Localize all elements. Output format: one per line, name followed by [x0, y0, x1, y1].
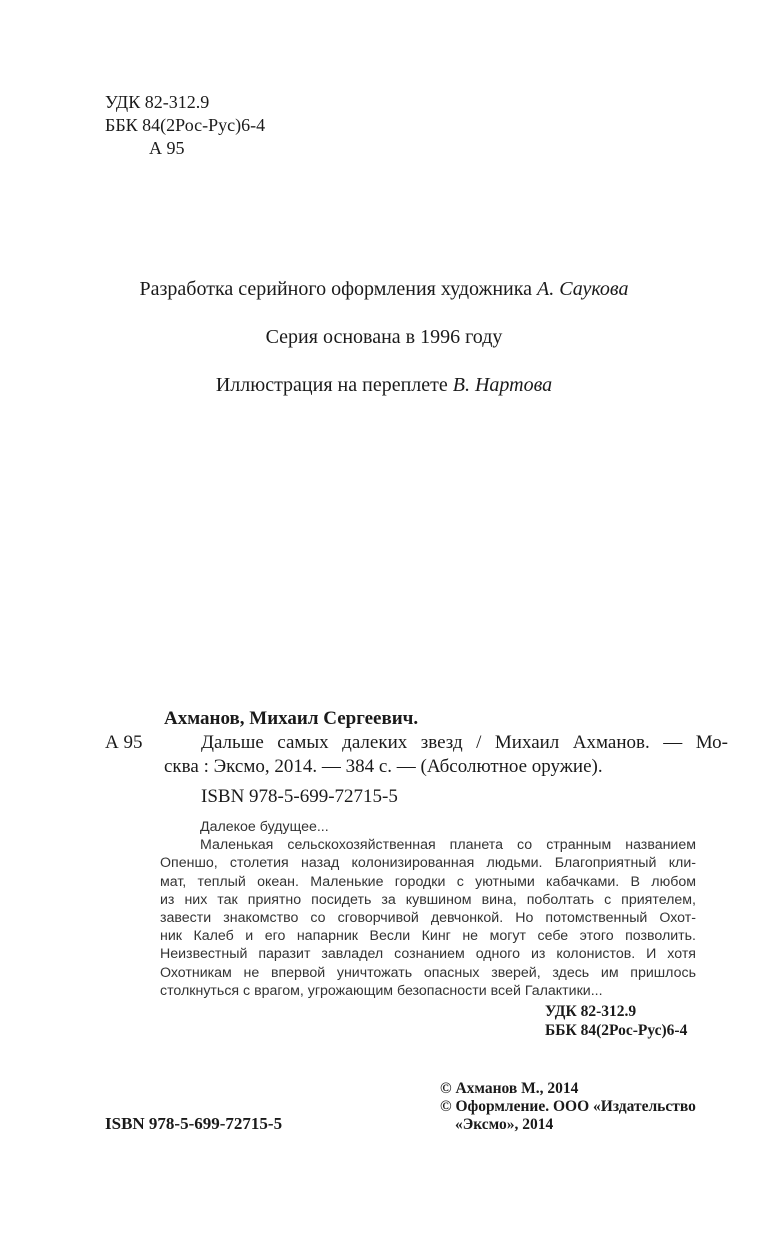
udk-code: УДК 82-312.9: [105, 92, 210, 112]
bibliographic-description: [164, 731, 728, 779]
illustration-artist-name: В. Нартова: [452, 374, 553, 396]
annotation-line: Далекое будущее...: [200, 819, 329, 835]
series-founded-note: Серия основана в 1996 году: [265, 326, 503, 348]
annotation-line: Неизвестный паразит завладел сознанием одного из колонистов. И хотя: [160, 946, 696, 963]
footer-isbn: ISBN 978-5-699-72715-5: [105, 1114, 283, 1133]
annotation: [160, 818, 696, 1000]
footer-udk: УДК 82-312.9: [545, 1003, 637, 1020]
copyright-design-line2: «Эксмо», 2014: [455, 1116, 554, 1133]
copyright-author: © Ахманов М., 2014: [440, 1080, 579, 1097]
series-design-credit: [0, 277, 768, 301]
annotation-line: мат, теплый океан. Маленькие городки с уютными кабачками. В любом: [160, 873, 696, 890]
annotation-line: Охотникам не впервой уничтожать опасных зверей, здесь им пришлось: [160, 964, 696, 981]
author-mark: А 95: [149, 138, 185, 158]
annotation-line: из них так приятно посидеть за кувшином вина, поболтать с приятелем,: [160, 891, 696, 908]
bbk-code: ББК 84(2Рос-Рус)6-4: [105, 115, 266, 135]
illustration-credit-prefix: Иллюстрация на переплете: [215, 374, 448, 396]
design-artist-name: А. Саукова: [537, 278, 629, 300]
design-credit-prefix: Разработка серийного оформления художника: [139, 278, 533, 300]
author-heading: Ахманов, Михаил Сергеевич.: [164, 708, 419, 729]
annotation-line: ник Калеб и его напарник Весли Кинг не могут себе этого позволить.: [160, 928, 696, 945]
annotation-line: завести знакомство со сговорчивой девчонкой. Но потомственный Охот-: [160, 910, 696, 927]
bib-author-mark: А 95: [105, 732, 143, 753]
bib-isbn: ISBN 978-5-699-72715-5: [201, 786, 398, 807]
copyright-design-line1: © Оформление. ООО «Издательство: [440, 1098, 696, 1115]
footer-bbk: ББК 84(2Рос-Рус)6-4: [545, 1022, 688, 1039]
bib-line-1: Дальше самых далеких звезд / Михаил Ахманов. — Мо-: [201, 732, 728, 753]
annotation-line: Опеншо, столетия назад колонизированная людьми. Благоприятный кли-: [160, 855, 696, 872]
annotation-line: Маленькая сельскохозяйственная планета со странным названием: [200, 837, 696, 854]
bib-line-2: сква : Эксмо, 2014. — 384 с. — (Абсолютное оружие).: [164, 756, 603, 777]
illustration-credit: [0, 373, 768, 397]
annotation-line: столкнуться с врагом, угрожающим безопасности всей Галактики...: [160, 982, 603, 999]
